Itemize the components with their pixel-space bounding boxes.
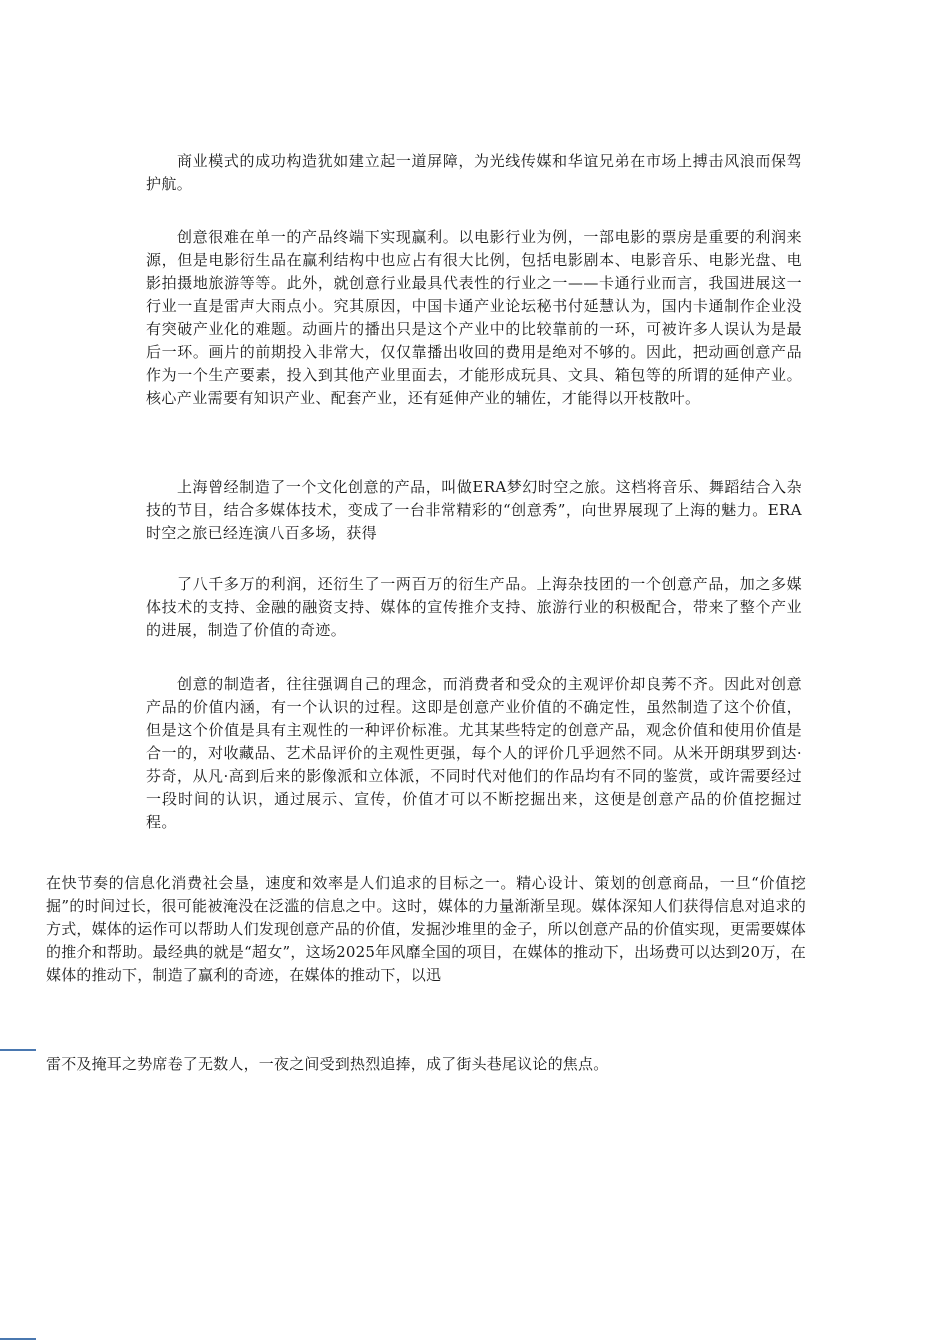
margin-rule-bottom [0,1338,36,1340]
paragraph-value-uncertainty: 创意的制造者，往往强调自己的理念，而消费者和受众的主观评价却良莠不齐。因此对创意产品的价值内涵，有一个认识的过程。这即是创意产业价值的不确定性，虽然制造了这个价值，但是这个价值是具有主观性的一种评价标准。尤其某些特定的创意产品，观念价值和使用价值是合一的，对收藏品、艺术品评价的主观性更强，每个人的评价几乎迥然不同。从米开朗琪罗到达·芬奇，从凡·高到后来的影像派和立体派，不同时代对他们的作品均有不同的鉴赏，或许需要经过一段时间的认识，通过展示、宣传，价值才可以不断挖掘出来，这便是创意产品的价值挖掘过程。 [146,675,802,831]
paragraph-creative-profit: 创意很难在单一的产品终端下实现赢利。以电影行业为例，一部电影的票房是重要的利润来源，但是电影衍生品在赢利结构中也应占有很大比例，包括电影剧本、电影音乐、电影光盘、电影拍摄地旅游等等。此外，就创意行业最具代表性的行业之一——卡通行业而言，我国进展这一行业一直是雷声大雨点小。究其原因，中国卡通产业论坛秘书付延慧认为，国内卡通制作企业没有突破产业化的难题。动画片的播出只是这个产业中的比较靠前的一环，可被许多人误认为是最后一环。画片的前期投入非常大，仅仅靠播出收回的费用是绝对不够的。因此，把动画创意产品作为一个生产要素，投入到其他产业里面去，才能形成玩具、文具、箱包等的所谓的延伸产业。核心产业需要有知识产业、配套产业，还有延伸产业的辅佐，才能得以开枝散叶。 [146,228,802,407]
margin-rule-top [0,1049,36,1051]
paragraph-business-model: 商业模式的成功构造犹如建立起一道屏障，为光线传媒和华谊兄弟在市场上搏击风浪而保驾护航。 [146,152,802,193]
paragraph-media-conclusion: 雷不及掩耳之势席卷了无数人，一夜之间受到热烈追捧，成了街头巷尾议论的焦点。 [46,1055,609,1073]
paragraph-era-profit: 了八千多万的利润，还衍生了一两百万的衍生产品。上海杂技团的一个创意产品，加之多媒体技术的支持、金融的融资支持、媒体的宣传推介支持、旅游行业的积极配合，带来了整个产业的进展，制造了价值的奇迹。 [146,575,802,639]
paragraph-media-power: 在快节奏的信息化消费社会垦，速度和效率是人们追求的目标之一。精心设计、策划的创意商品，一旦“价值挖掘”的时间过长，很可能被淹没在泛滥的信息之中。这时，媒体的力量渐渐呈现。媒体深知人们获得信息对追求的方式，媒体的运作可以帮助人们发现创意产品的价值，发掘沙堆里的金子，所以创意产品的价值实现，更需要媒体的推介和帮助。最经典的就是“超女”，这场2025年风靡全国的项目，在媒体的推动下，出场费可以达到20万，在媒体的推动下，制造了赢利的奇迹，在媒体的推动下，以迅 [46,874,807,984]
paragraph-era-show: 上海曾经制造了一个文化创意的产品，叫做ERA梦幻时空之旅。这档将音乐、舞蹈结合入杂技的节目，结合多媒体技术，变成了一台非常精彩的“创意秀”，向世界展现了上海的魅力。ERA时空之旅已经连演八百多场，获得 [146,478,802,542]
